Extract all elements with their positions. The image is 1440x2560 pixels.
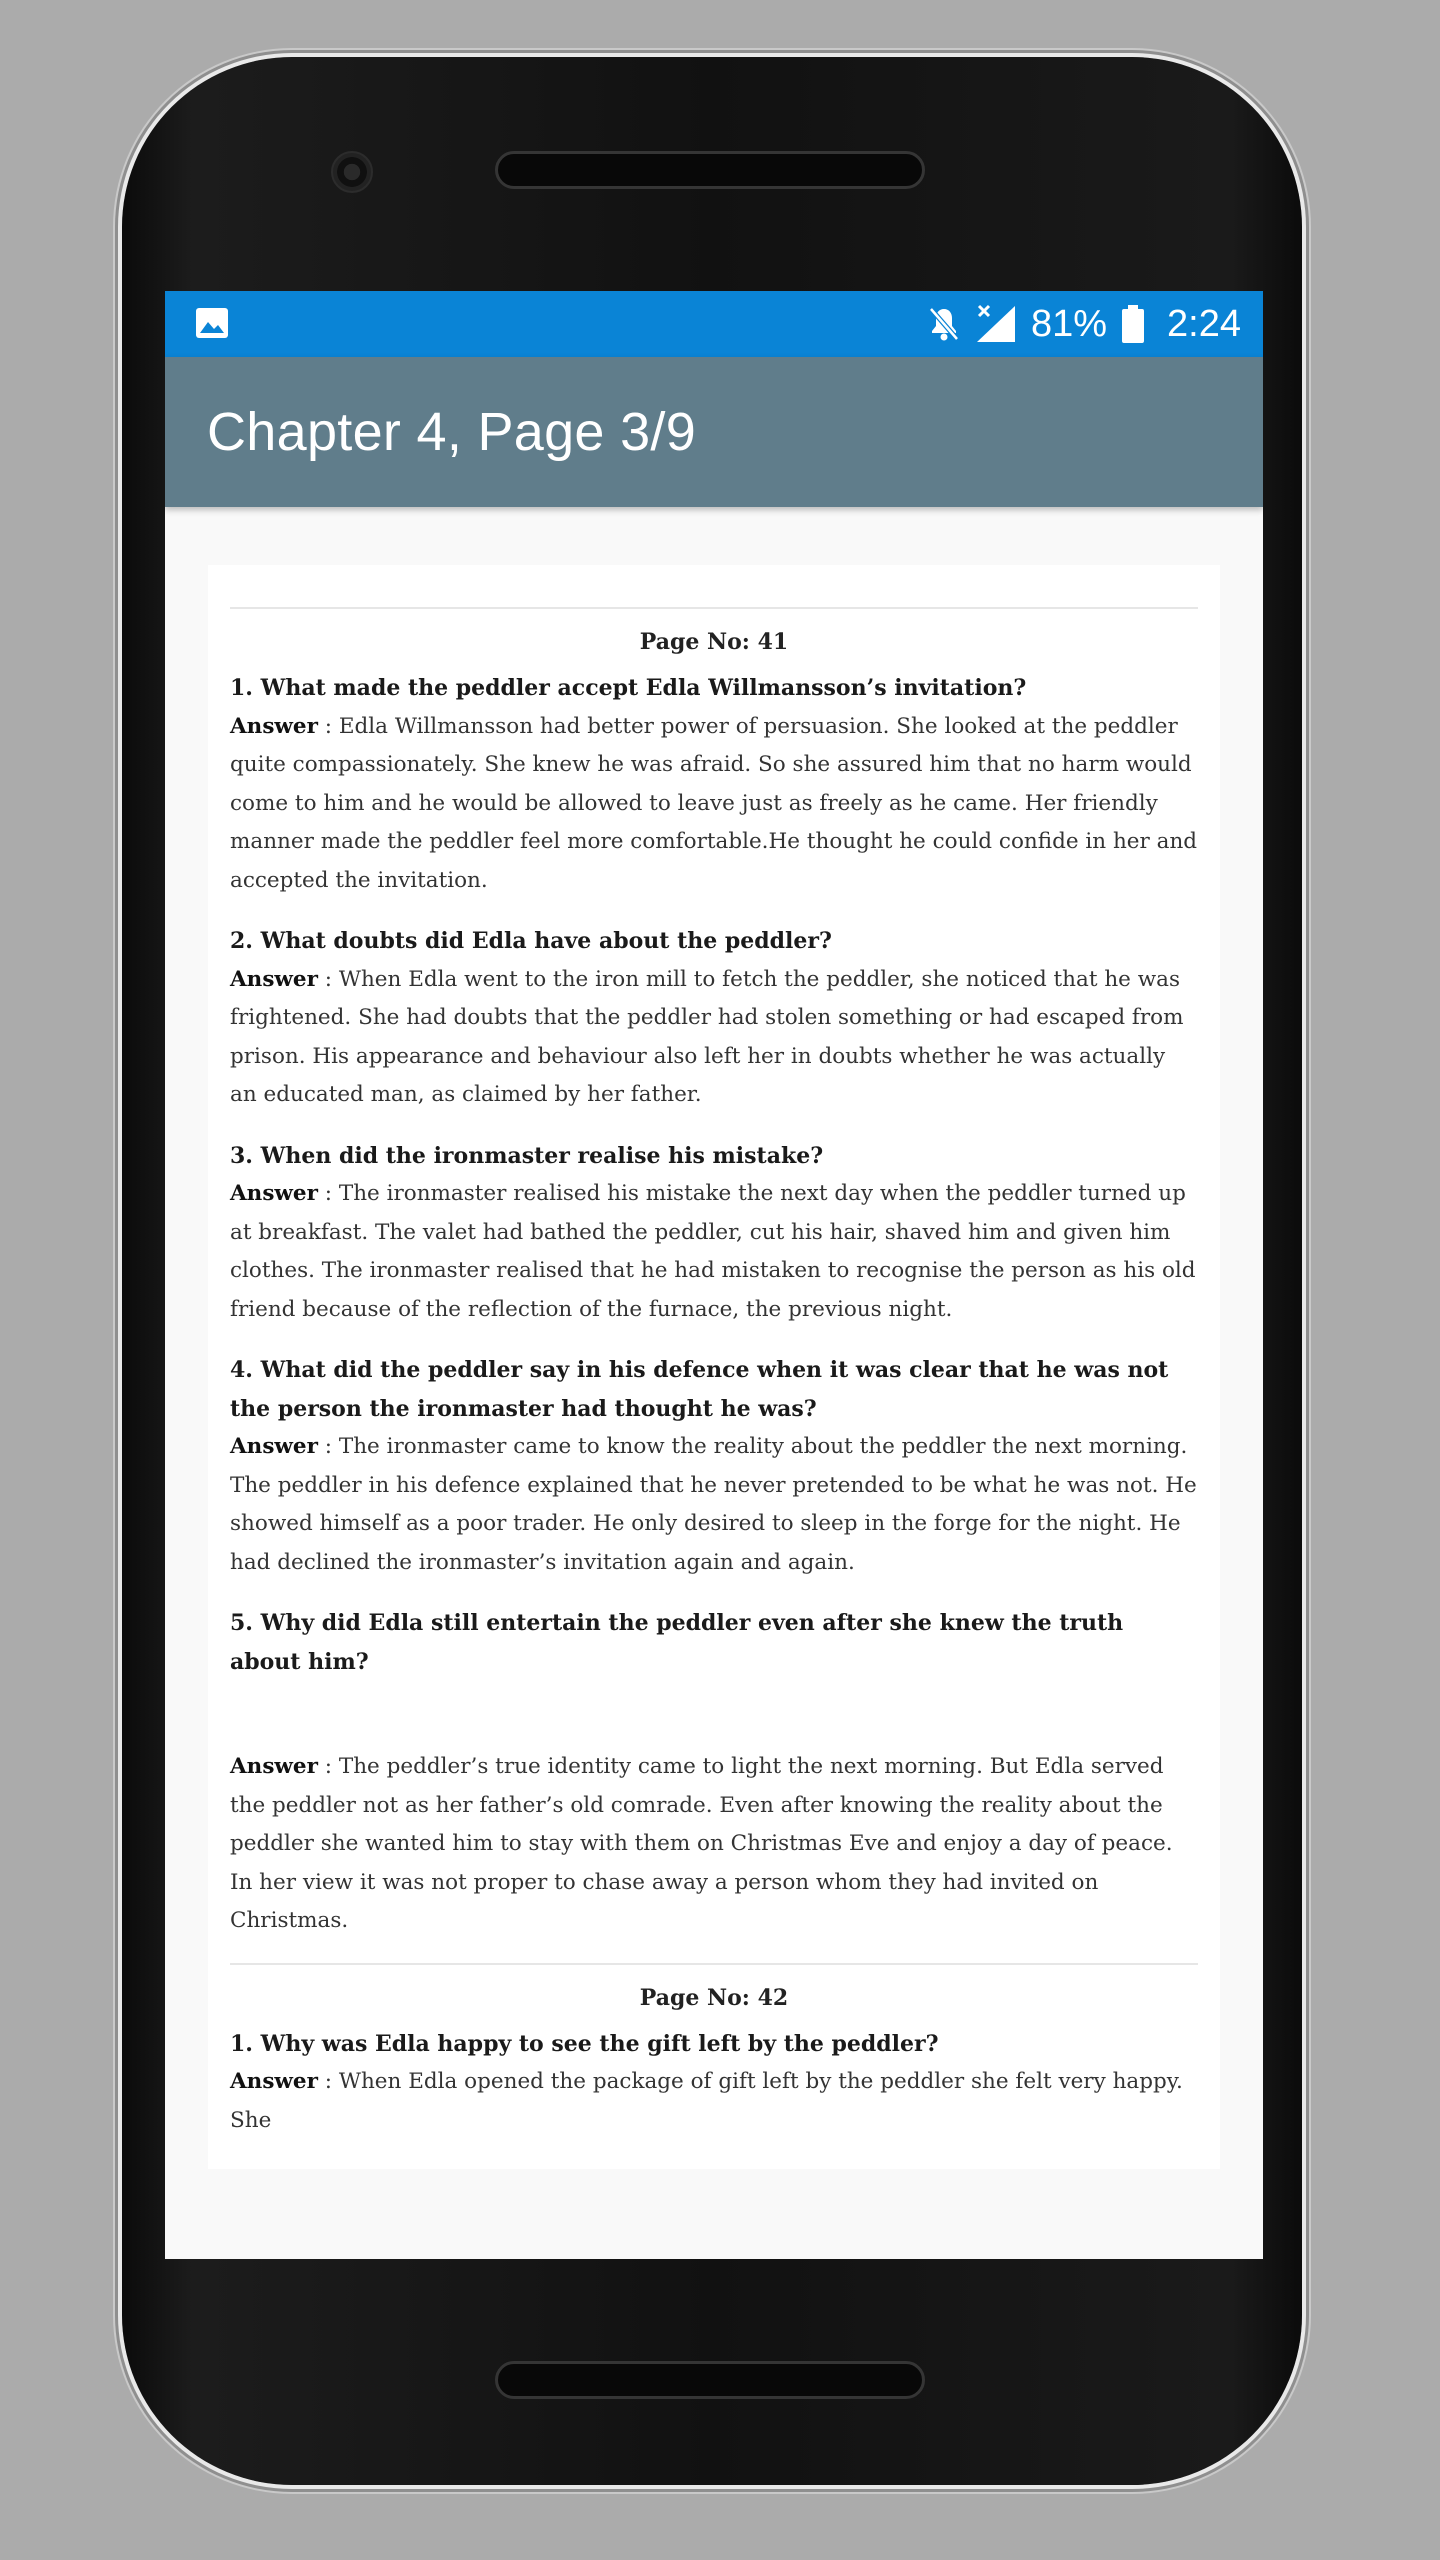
qa-item xyxy=(230,1604,1198,1941)
question-text: 1. What made the peddler accept Edla Willmansson’s invitation? xyxy=(230,675,1027,701)
earpiece-speaker xyxy=(495,151,925,189)
answer-body: : When Edla went to the iron mill to fetch the peddler, she noticed that he was frightened. She had doubts that the peddler had stolen something or had escaped from prison. His appearance and behaviour also left her in doubts whether he was actually an educated man, as claimed by her father. xyxy=(230,966,1184,1107)
page-number-label: Page No: 42 xyxy=(639,1984,789,2011)
answer-text xyxy=(230,961,1198,1115)
image-notification-icon xyxy=(195,307,229,339)
phone-frame xyxy=(122,57,1302,2485)
qa-item xyxy=(230,669,1198,900)
answer-text xyxy=(230,708,1198,901)
qa-item xyxy=(230,1351,1198,1582)
battery-percent: 81% xyxy=(1030,302,1108,345)
notifications-off-icon xyxy=(927,305,961,343)
page-number-label: Page No: 41 xyxy=(639,629,789,655)
answer-body: : Edla Willmansson had better power of persuasion. She looked at the peddler quite compassionately. She knew he was afraid. So she assured him that no harm would come to him and he would be allowed to leave just as freely as he came. Her friendly manner made the peddler feel more comfortable.He thought he could confide in her and accepted the invitation. xyxy=(230,713,1198,893)
status-bar xyxy=(165,291,1263,357)
question-text: 4. What did the peddler say in his defence when it was clear that he was not the person the ironmaster had thought he was? xyxy=(230,1357,1169,1422)
signal-no-data-icon xyxy=(975,304,1017,344)
answer-body: : The ironmaster came to know the reality about the peddler the next morning. The peddler in his defence explained that he never pretended to be what he was not. He showed himself as a poor trader. He only desired to sleep in the forge for the night. He had declined the ironmaster’s invitation again and again. xyxy=(230,1434,1197,1575)
bottom-speaker xyxy=(495,2361,925,2399)
answer-label: Answer xyxy=(230,1754,318,1779)
answer-body: : The ironmaster realised his mistake the next day when the peddler turned up at breakfast. The valet had bathed the peddler, cut his hair, shaved him and given him clothes. The ironmaster realised that he had mistaken to recognise the person as his old friend because of the reflection of the furnace, the previous night. xyxy=(230,1181,1196,1322)
battery-icon xyxy=(1121,304,1145,344)
reader-content[interactable] xyxy=(208,565,1220,2169)
question-text: 2. What doubts did Edla have about the peddler? xyxy=(230,928,832,954)
question-text: 1. Why was Edla happy to see the gift left by the peddler? xyxy=(230,2030,939,2057)
answer-label: Answer xyxy=(230,713,318,739)
answer-label: Answer xyxy=(230,1181,318,1206)
answer-label: Answer xyxy=(230,966,318,992)
content-inner xyxy=(208,565,1220,2140)
qa-item xyxy=(230,922,1198,1115)
front-camera xyxy=(331,151,373,193)
screen xyxy=(165,291,1263,2259)
answer-text xyxy=(230,2063,1198,2140)
answer-text xyxy=(230,1428,1198,1582)
page-title: Chapter 4, Page 3/9 xyxy=(207,402,697,462)
answer-label: Answer xyxy=(230,1434,318,1459)
clock: 2:24 xyxy=(1167,302,1241,345)
qa-item xyxy=(230,1137,1198,1330)
answer-body: : When Edla opened the package of gift left by the peddler she felt very happy. She xyxy=(230,2069,1183,2133)
question-text: 3. When did the ironmaster realise his mistake? xyxy=(230,1142,824,1169)
question-text: 5. Why did Edla still entertain the peddler even after she knew the truth about him? xyxy=(230,1610,1124,1675)
qa-item xyxy=(230,2025,1198,2141)
answer-text xyxy=(230,1175,1198,1329)
answer-label: Answer xyxy=(230,2069,318,2094)
answer-text xyxy=(230,1748,1198,1941)
app-toolbar xyxy=(165,357,1263,507)
answer-body: : The peddler’s true identity came to light the next morning. But Edla served the peddler not as her father’s old comrade. Even after knowing the reality about the peddler she wanted him to stay with them on Christmas Eve and enjoy a day of peace. In her view it was not proper to chase away a person whom they had invited on Christmas. xyxy=(230,1754,1173,1933)
